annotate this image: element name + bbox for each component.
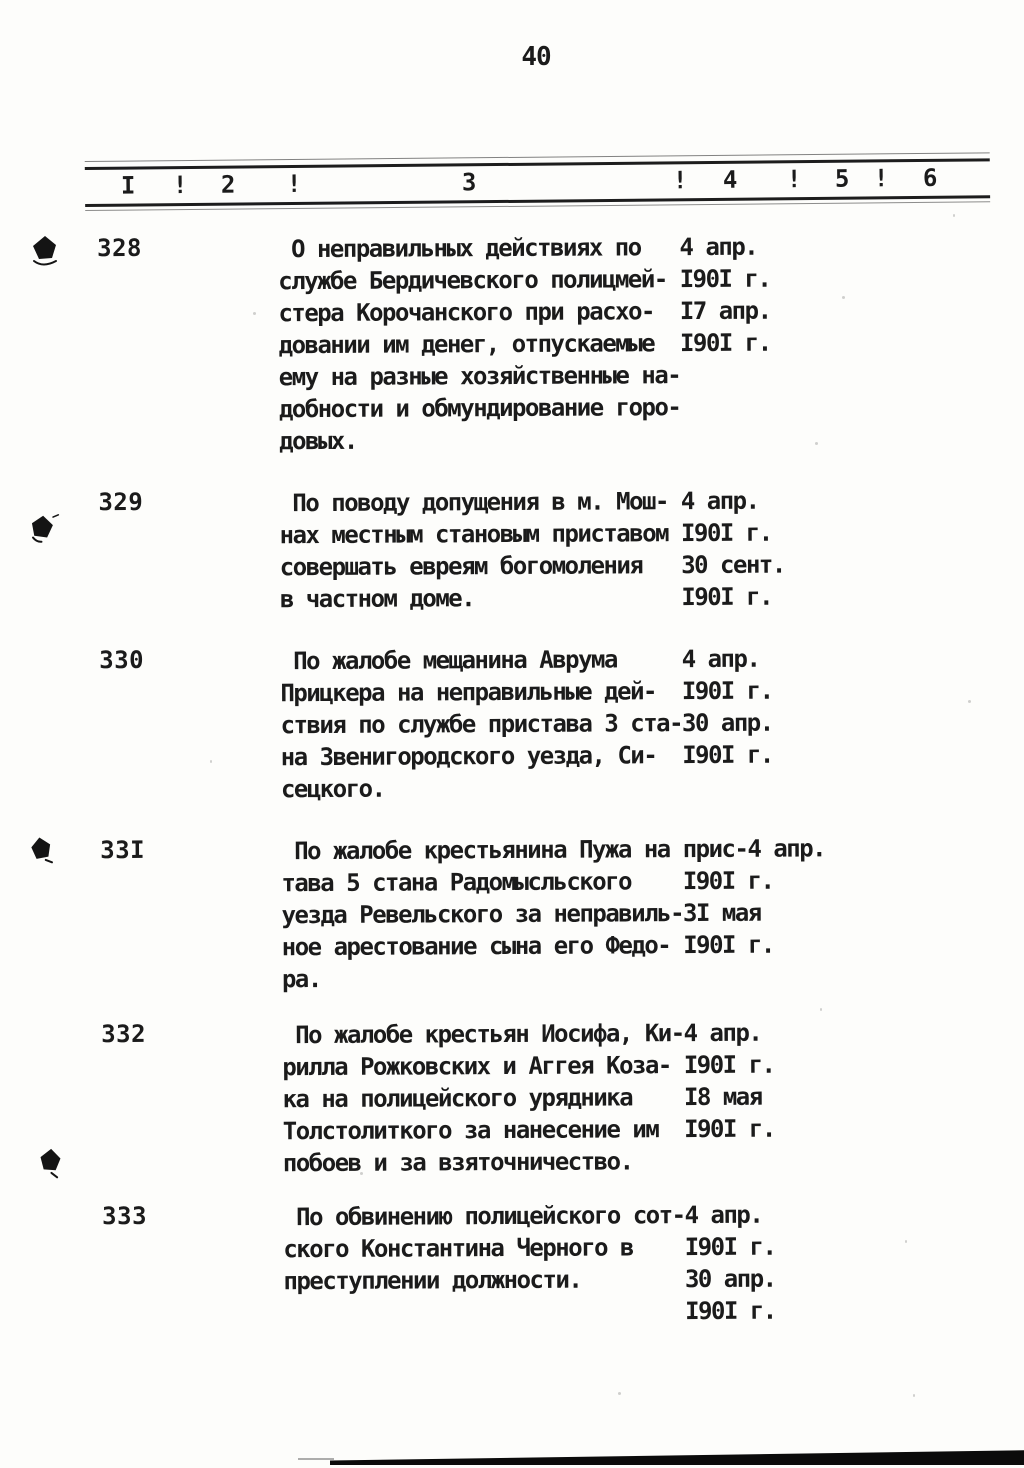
- ink-mark-icon: [30, 234, 64, 272]
- column-header-label: !: [786, 165, 802, 194]
- case-number: 332: [101, 1019, 147, 1049]
- column-header-label: 6: [922, 163, 938, 192]
- register-row: [0, 831, 1024, 994]
- case-description-and-dates: О неправильных действиях по 4 апр. службе Бердичевского полицмей- I90I г. стера Корочанского при расхо- I7 апр. довании им денег, отпускаемые I90I г. ему на разные хозяйственные на- добности и обмундирование горо- довых.: [278, 232, 771, 456]
- case-description-and-dates: По жалобе крестьянина Пужа на прис-4 апр. тава 5 стана Радомысльского I90I г. уезда Ревельского за неправиль-3I мая ное арестование сына его Федо- I90I г. ра.: [281, 834, 826, 994]
- column-header-label: 2: [220, 170, 236, 199]
- column-header-label: !: [873, 164, 889, 193]
- ink-mark-icon: [25, 510, 64, 552]
- scan-noise-speck: [815, 442, 818, 445]
- column-header-label: !: [286, 169, 302, 199]
- register-row: [0, 641, 1023, 804]
- scan-noise-speck: [913, 1394, 915, 1397]
- case-number: 333: [102, 1201, 148, 1231]
- scan-noise-speck: [820, 1008, 822, 1011]
- scan-noise-speck: [618, 1392, 621, 1395]
- case-description-and-dates: По жалобе мещанина Аврума 4 апр. Прицкера на неправильные дей- I90I г. ствия по службе пристава 3 ста-30 апр. на Звенигородского уезда, Си- I90I г. сецкого.: [280, 644, 773, 804]
- scan-noise-speck: [905, 1240, 907, 1243]
- case-description-and-dates: По поводу допущения в м. Мош- 4 апр. нах местным становым приставом I90I г. совершать евреям богомоления 30 сент. в частном доме. I90I г.: [279, 486, 785, 614]
- column-header-label: !: [672, 166, 688, 195]
- scan-noise-speck: [253, 312, 256, 315]
- scan-noise-speck: [210, 760, 212, 763]
- case-description-and-dates: По обвинению полицейского сот-4 апр. ского Константина Черного в I90I г. преступлении должности. 30 апр. I90I г.: [283, 1200, 776, 1328]
- register-row: [2, 1197, 1024, 1328]
- scan-noise-speck: [953, 214, 955, 217]
- case-number: 33I: [100, 835, 146, 865]
- scan-noise-speck: [968, 700, 971, 703]
- register-row: [0, 483, 1022, 614]
- case-number: 330: [99, 645, 145, 675]
- column-header-label: I: [120, 171, 136, 200]
- scan-noise-speck: [360, 1172, 363, 1175]
- column-header-label: !: [172, 171, 188, 200]
- page-number: 40: [521, 42, 551, 72]
- column-header-label: 4: [722, 165, 738, 194]
- register-row: [1, 1015, 1024, 1178]
- ink-mark-icon: [35, 1145, 72, 1185]
- column-header-label: 3: [461, 168, 477, 197]
- column-header-label: 5: [834, 164, 850, 193]
- case-description-and-dates: По жалобе крестьян Иосифа, Ки-4 апр. рилла Рожковских и Аггея Коза- I90I г. ка на полицейского урядника I8 мая Толстолиткого за нанесение им I90I г. побоев и за взяточничество.: [282, 1018, 775, 1178]
- ink-mark-icon: [26, 832, 64, 873]
- case-number: 328: [97, 233, 143, 263]
- case-number: 329: [98, 487, 144, 517]
- scan-noise-speck: [842, 296, 845, 299]
- register-row: [0, 229, 1021, 456]
- scan-edge-dash: [298, 1458, 334, 1460]
